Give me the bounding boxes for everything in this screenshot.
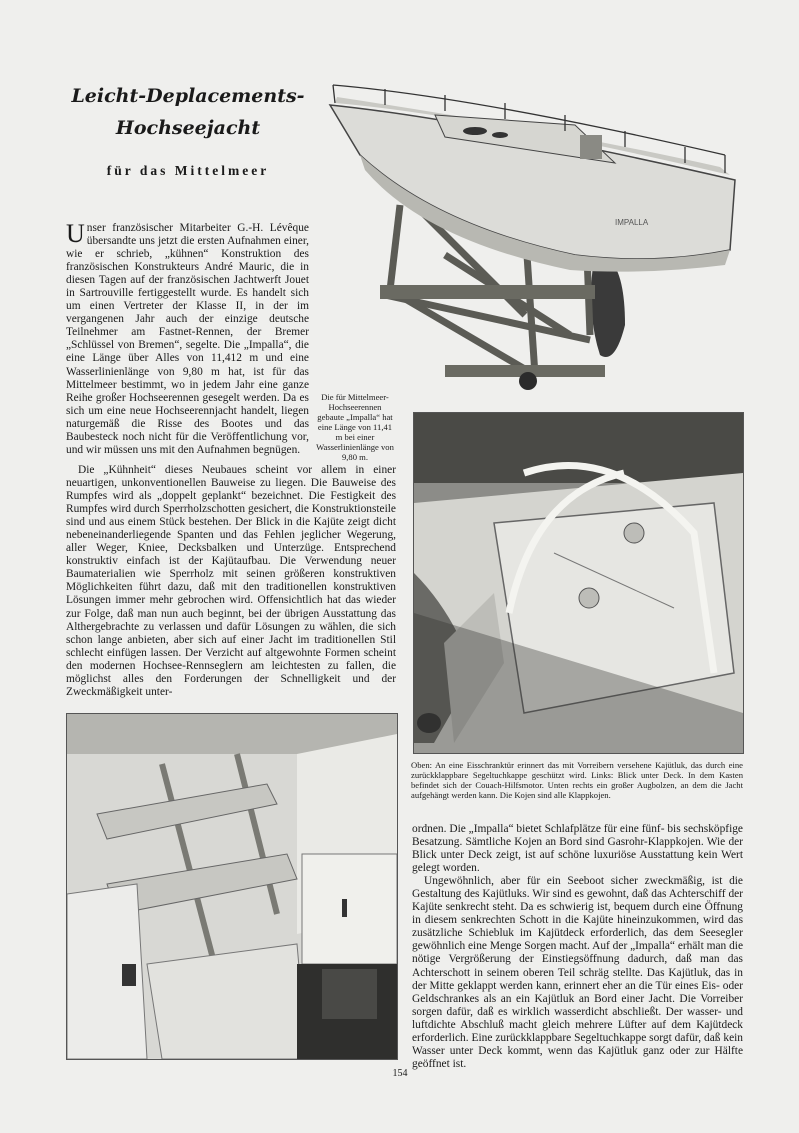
page-number: 154	[392, 1068, 408, 1079]
photo-yacht-on-cradle	[325, 75, 745, 395]
intro-text: nser französischer Mitarbeiter G.-H. Lévêque übersandte uns jetzt die ersten Aufnahmen einer, wie er schrieb, „kühnen“ Konstruktion des französischen Konstrukteurs André Mauric, die in diesen Tagen auf der französischen Jachtwerft Jouet in Sartrouville fertiggestellt wurde. Es handelt sich um einen Vertreter der Klasse II, in der im vergangenen Jahr auch der einzige deutsche Teilnehmer am Fastnet-Rennen, der Bremer „Schlüssel von Bremen“, segelte. Die „Impalla“, die eine Länge über Alles von 11,412 m und eine Wasserlinienlänge von 9,80 m hat, ist für das Mittelmeer bestimmt, wo in jedem Jahr eine ganze Reihe großer Hochseerennen gesegelt werden. Da es sich um eine neue Hochseerennjacht handelt, liegen naturgemäß die Risse des Bootes und das Baubesteck noch nicht für die Veröffentlichung vor, und wir müssen uns mit den Aufnahmen begnügen.	[66, 222, 309, 456]
article-subtitle: für das Mittelmeer	[106, 163, 270, 178]
hull-name-lettering: IMPALLA	[615, 218, 649, 227]
paragraph-2-text: Die „Kühnheit“ dieses Neubaues scheint vor allem in einer neuartigen, unkonventionellen Bauweise zu liegen. Die Bauweise des Rumpfes wird als „doppelt geplankt“ bezeichnet. Die Festigkeit des Rumpfes wird durch Sperrholzschotten gesichert, die Konstruktionsteile sind und aus einem Stück bestehen. Der Blick in die Kajüte zeigt dicht nebeneinanderliegende Spanten und das Fehlen jeglicher Wegerung, aller Weger, Kniee, Decksbalken und Unterzüge. Entsprechend konstruktiv einfach ist der Kajütaufbau. Die Verwendung neuer Baumaterialien wie Sperrholz mit seinen größeren konstruktiven Möglichkeiten führt dazu, daß mit den traditionellen konstruktiven Lösungen immer mehr gebrochen wird. Offensichtlich hat das wieder zur Folge, daß man nun auch beginnt, bei der übrigen Ausstattung das Althergebrachte zu verlassen und dafür Lösungen zu wählen, die sich schon lange anbieten, aber sich auf einer Jacht im traditionellen Stil schlecht einfügen lassen. Der Verzicht auf altgewohnte Formen scheint den modernen Hochsee-Rennseglern am leichtesten zu fallen, die möglichst alles den Forderungen der Schnelligkeit und der Zweckmäßigkeit unter-	[66, 464, 396, 698]
paragraph-3: ordnen. Die „Impalla“ bietet Schlafplätze für eine fünf- bis sechsköpfige Besatzung. Sämtliche Kojen an Bord sind Gasrohr-Klappkojen. Wie der Blick unter Deck zeigt, ist auf schöne luxuriöse Ausstattung kein Wert gelegt worden.	[412, 823, 743, 875]
caption-hatch-and-cabin: Oben: An eine Eisschranktür erinnert das mit Vorreibern versehene Kajütluk, das durch eine zurückklappbare Segeltuchkappe geschützt wird. Links: Blick unter Deck. In dem Kasten befindet sich der Couach-Hilfsmotor. Unten rechts ein großer Augbolzen, an dem die Jacht aufgehängt werden kann. Die Kojen sind alle Klappkojen.	[411, 760, 743, 800]
intro-paragraph	[66, 219, 309, 457]
caption-yacht: Die für Mittelmeer-Hochseerennen gebaute „Impalla“ hat eine Länge von 11,41 m bei einer Wasserlinienlänge von 9,80 m.	[316, 392, 394, 462]
article-title-line2: Hochseejacht	[115, 117, 261, 139]
paragraph-2	[66, 464, 396, 699]
paragraph-4: Ungewöhnlich, aber für ein Seeboot sicher zweckmäßig, ist die Gestaltung des Kajütluks. Wir sind es gewohnt, daß das Achterschiff der Kajüte senkrecht steht. Da es schwierig ist, bequem durch eine Öffnung in diesem senkrechten Schott in die Kajüte hineinzukommen, wird das zusätzliche Schiebluk im Kajütdeck erforderlich, das dem Seesegler gewöhnlich eine Menge Sorgen macht. Auf der „Impalla“ erhält man die nötige Vergrößerung der Einstiegsöffnung dadurch, daß man das Achterschott in seinem oberen Teil schräg stellte. Das Kajütluk, das in der Mitte geklappt werden kann, erinnert eher an die Tür eines Eis- oder Geldschrankes als an ein Kajütluk an Bord einer Jacht. Die Vorreiber sorgen dafür, daß es wirklich wasserdicht abschließt. Der wasser- und luftdichte Abschluß macht gleich mehrere Lüfter auf dem Kajütdeck erforderlich. Eine zurückklappbare Segeltuchkappe sorgt dafür, daß kein Wasser unter Deck kommt, wenn das Kajütluk ganz oder zur Hälfte geöffnet ist.	[412, 875, 743, 1070]
drop-cap: U	[66, 219, 85, 248]
article-title-line1: Leicht-Deplacements-	[71, 85, 305, 107]
photo-cabin-hatch	[413, 412, 744, 754]
right-column-text	[412, 823, 743, 1071]
photo-below-deck	[66, 713, 398, 1060]
